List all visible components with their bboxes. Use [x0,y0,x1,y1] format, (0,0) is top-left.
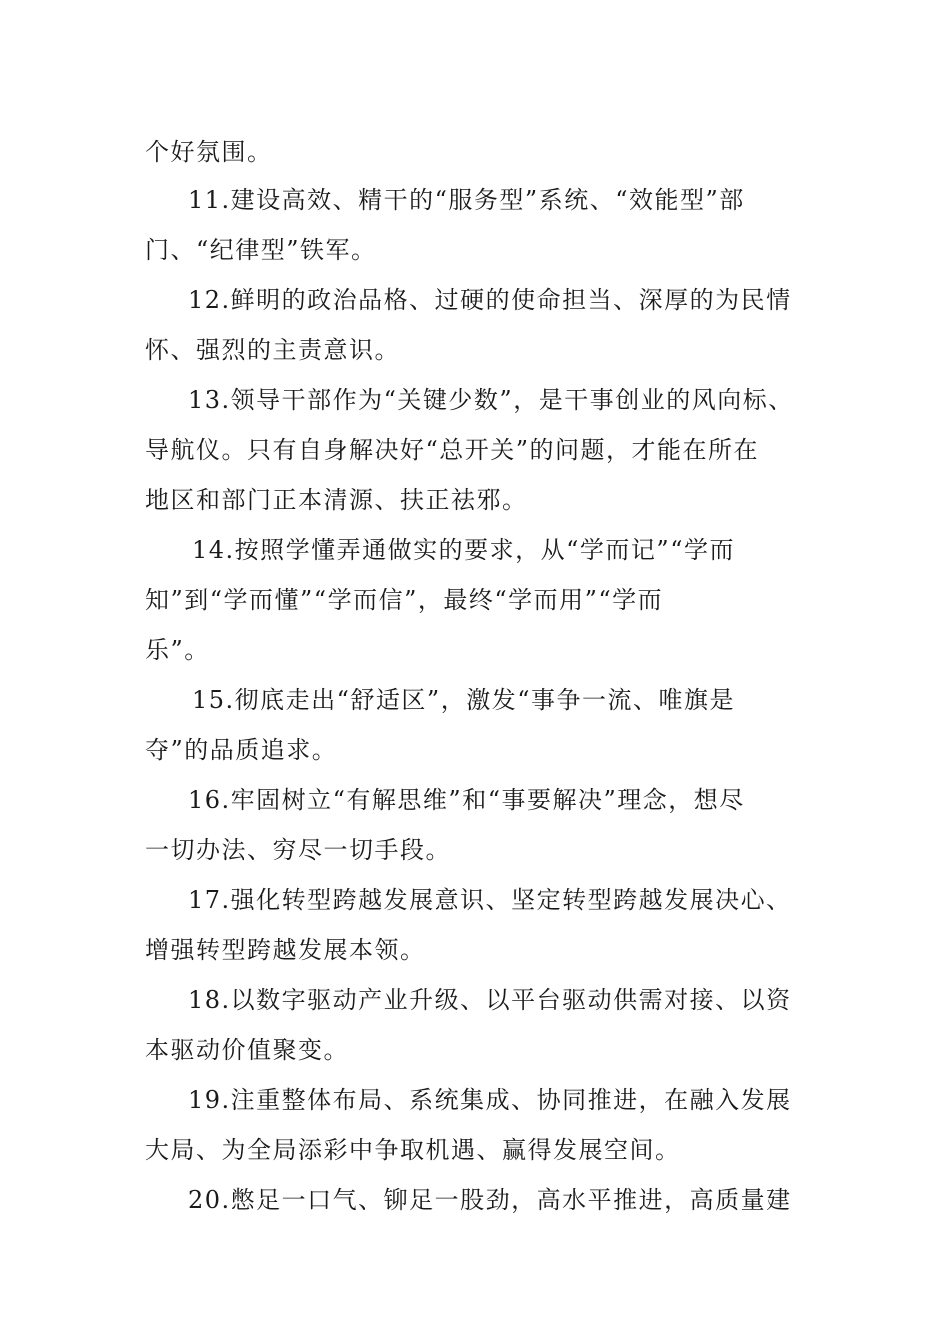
text-line: 导航仪。只有自身解决好“总开关”的问题，才能在所在 [145,436,760,464]
text-line: 怀、强烈的主责意识。 [145,336,400,364]
text-line: 16.牢固树立“有解思维”和“事要解决”理念，想尽 [188,786,745,814]
text-line: 乐”。 [145,636,210,664]
text-line: 17.强化转型跨越发展意识、坚定转型跨越发展决心、 [188,886,792,914]
text-line: 本驱动价值聚变。 [145,1036,349,1064]
text-line: 19.注重整体布局、系统集成、协同推进，在融入发展 [188,1086,792,1114]
text-line: 个好氛围。 [145,138,273,166]
text-line: 一切办法、穷尽一切手段。 [145,836,451,864]
text-line: 增强转型跨越发展本领。 [145,936,426,964]
text-line: 12.鲜明的政治品格、过硬的使命担当、深厚的为民情 [188,286,792,314]
text-line: 20.憋足一口气、铆足一股劲，高水平推进，高质量建 [188,1186,792,1214]
text-line: 15.彻底走出“舒适区”，激发“事争一流、唯旗是 [192,686,735,714]
text-line: 知”到“学而懂”“学而信”，最终“学而用”“学而 [145,586,664,614]
text-line: 18.以数字驱动产业升级、以平台驱动供需对接、以资 [188,986,792,1014]
text-line: 夺”的品质追求。 [145,736,338,764]
text-line: 13.领导干部作为“关键少数”，是干事创业的风向标、 [188,386,794,414]
text-line: 大局、为全局添彩中争取机遇、赢得发展空间。 [145,1136,681,1164]
text-line: 14.按照学懂弄通做实的要求，从“学而记”“学而 [192,536,735,564]
text-line: 11.建设高效、精干的“服务型”系统、“效能型”部 [188,186,745,214]
text-line: 门、“纪律型”铁军。 [145,236,377,264]
text-line: 地区和部门正本清源、扶正祛邪。 [145,486,528,514]
